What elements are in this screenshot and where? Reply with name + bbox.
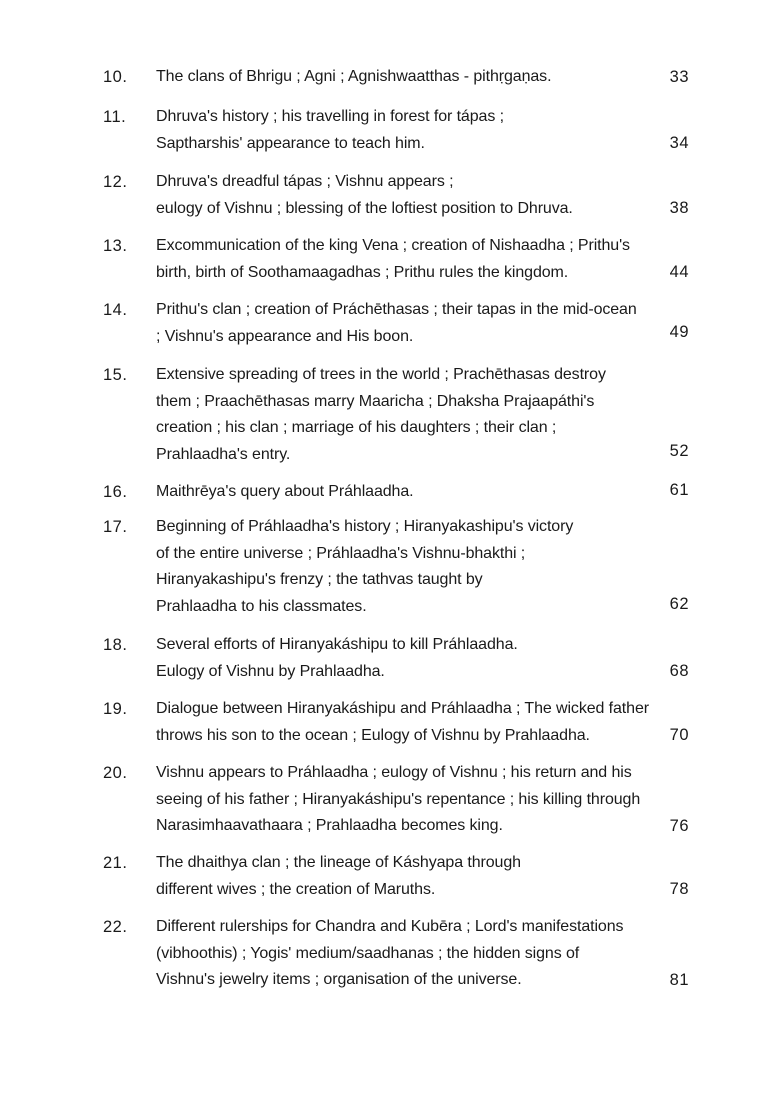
entry-number: 14. (103, 301, 128, 319)
entry-page-number: 44 (669, 263, 689, 281)
entry-line: ; Vishnu's appearance and His boon. (156, 327, 414, 345)
entry-page-number: 78 (669, 880, 689, 898)
entry-description (156, 514, 701, 620)
entry-line: Maithrēya's query about Práhlaadha. (156, 483, 414, 500)
entry-number: 22. (103, 918, 128, 936)
entry-page-number: 68 (669, 662, 689, 680)
entry-page-number: 81 (669, 971, 689, 989)
entry-line: birth, birth of Soothamaagadhas ; Prithu rules the kingdom. (156, 263, 569, 281)
entry-line: Several efforts of Hiranyakáshipu to kill Práhlaadha. (156, 636, 518, 653)
entry-description (156, 233, 701, 286)
entry-line: Dhruva's history ; his travelling in forest for tápas ; (156, 108, 504, 125)
entry-description (156, 850, 701, 903)
entry-line: eulogy of Vishnu ; blessing of the loftiest position to Dhruva. (156, 199, 573, 217)
entry-line: Prahlaadha's entry. (156, 445, 291, 463)
entry-description (156, 760, 701, 840)
entry-page-number: 62 (669, 595, 689, 613)
entry-line: throws his son to the ocean ; Eulogy of Vishnu by Prahlaadha. (156, 726, 590, 744)
entry-number: 16. (103, 483, 128, 501)
entry-line: Prahlaadha to his classmates. (156, 597, 367, 615)
entry-number: 19. (103, 700, 128, 718)
entry-description (156, 104, 701, 157)
entry-page-number: 33 (669, 68, 689, 86)
entry-line: Dialogue between Hiranyakáshipu and Práhlaadha ; The wicked father (156, 700, 649, 717)
entry-number: 15. (103, 366, 128, 384)
entry-line: Extensive spreading of trees in the world ; Prachēthasas destroy (156, 366, 606, 383)
entry-line: (vibhoothis) ; Yogis' medium/saadhanas ; the hidden signs of (156, 944, 580, 962)
entry-number: 10. (103, 68, 128, 86)
entry-page-number: 52 (669, 442, 689, 460)
entry-page-number: 61 (669, 481, 689, 499)
entry-description (156, 479, 701, 506)
entry-page-number: 70 (669, 726, 689, 744)
entry-line: Saptharshis' appearance to teach him. (156, 134, 425, 152)
entry-number: 20. (103, 764, 128, 782)
entry-number: 11. (103, 108, 127, 126)
entry-line: seeing of his father ; Hiranyakáshipu's repentance ; his killing through (156, 790, 641, 808)
entry-line: them ; Praachēthasas marry Maaricha ; Dhaksha Prajaapáthi's (156, 392, 595, 410)
entry-page-number: 38 (669, 199, 689, 217)
entry-description (156, 632, 701, 685)
entry-line: The dhaithya clan ; the lineage of Káshyapa through (156, 854, 521, 871)
entry-line: Narasimhaavathaara ; Prahlaadha becomes king. (156, 817, 503, 834)
entry-line: Vishnu appears to Práhlaadha ; eulogy of Vishnu ; his return and his (156, 764, 632, 781)
entry-line: different wives ; the creation of Maruths. (156, 880, 436, 898)
entry-description (156, 914, 701, 994)
entry-description (156, 696, 701, 749)
entry-line: Hiranyakashipu's frenzy ; the tathvas taught by (156, 571, 483, 588)
entry-description (156, 169, 701, 222)
entry-line: Beginning of Práhlaadha's history ; Hiranyakashipu's victory (156, 518, 574, 535)
entry-number: 21. (103, 854, 128, 872)
entry-description (156, 297, 701, 350)
entry-description (156, 362, 701, 468)
entry-page-number: 49 (669, 323, 689, 341)
entry-line: The clans of Bhrigu ; Agni ; Agnishwaatthas - pithṛgaṇas. (156, 68, 552, 85)
entry-description (156, 64, 701, 91)
entry-number: 12. (103, 173, 128, 191)
entry-line: Prithu's clan ; creation of Práchēthasas ; their tapas in the mid-ocean (156, 301, 637, 318)
entry-line: Different rulerships for Chandra and Kubēra ; Lord's manifestations (156, 918, 624, 935)
entry-line: of the entire universe ; Práhlaadha's Vishnu-bhakthi ; (156, 544, 526, 562)
entry-number: 17. (103, 518, 128, 536)
entry-page-number: 34 (669, 134, 689, 152)
entry-number: 13. (103, 237, 128, 255)
entry-line: Vishnu's jewelry items ; organisation of the universe. (156, 971, 522, 988)
entry-page-number: 76 (669, 817, 689, 835)
entry-number: 18. (103, 636, 128, 654)
entry-line: creation ; his clan ; marriage of his daughters ; their clan ; (156, 419, 557, 436)
entry-line: Dhruva's dreadful tápas ; Vishnu appears ; (156, 173, 454, 190)
entry-line: Eulogy of Vishnu by Prahlaadha. (156, 662, 385, 680)
entry-line: Excommunication of the king Vena ; creation of Nishaadha ; Prithu's (156, 237, 630, 254)
